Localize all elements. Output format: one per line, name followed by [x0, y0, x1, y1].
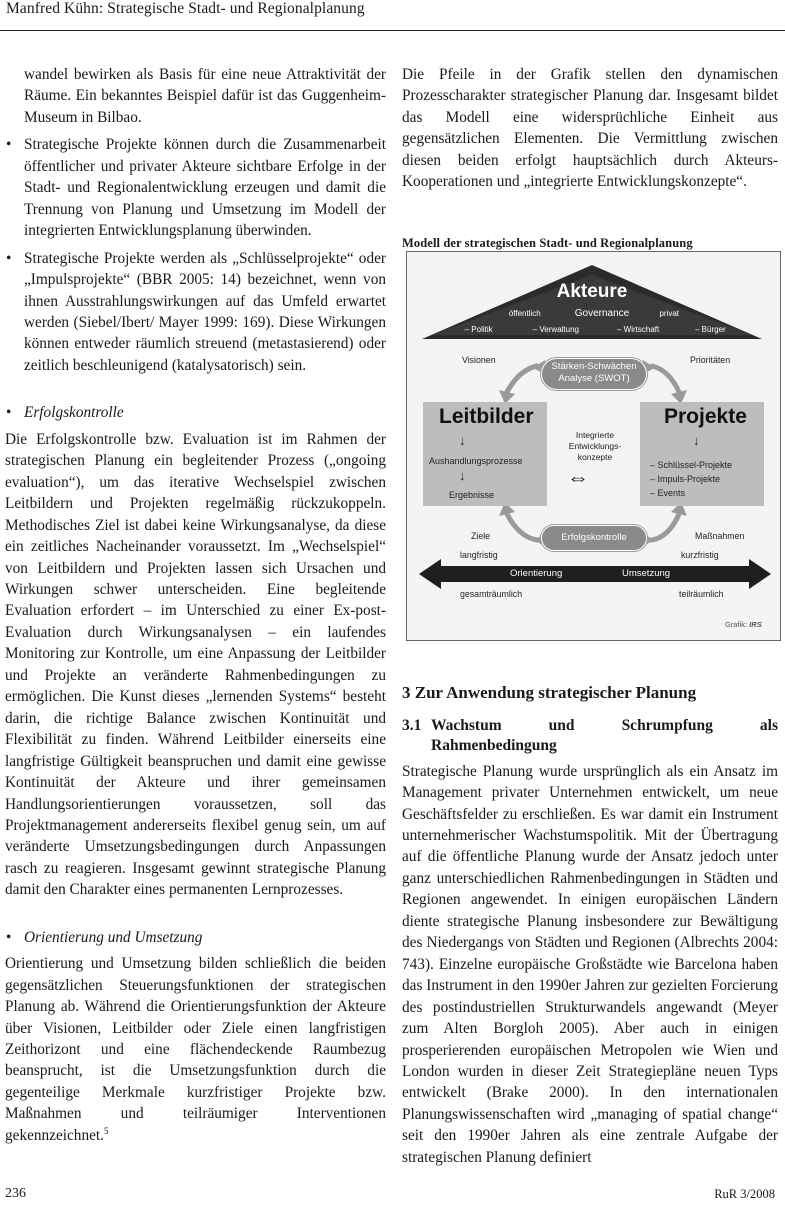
- figure-credit: [725, 620, 762, 629]
- double-arrow-icon: ⇔: [567, 465, 589, 490]
- bullet-icon: •: [6, 404, 12, 422]
- bullet-text: Strategische Projekte werden als „Schlüsselprojekte“ oder „Impulsprojekte“ (BBR 2005: 14) bezeichnet, wenn von ihnen Ausstrahlungswirkungen auf das Umfeld erwartet werden (Siebel/Ibert/ Mayer 1999: 169). Diese Wirkungen können entweder räumlich streuend (metastasierend) oder zeitlich beschleunigend (katalysatorisch) sein.: [24, 249, 386, 374]
- label-teilraeumlich: teilräumlich: [679, 589, 724, 599]
- leitbilder-title: Leitbilder: [439, 405, 534, 428]
- bullet-item: [5, 248, 386, 377]
- planning-model-figure: [406, 251, 781, 641]
- section-body-paragraph: Strategische Planung wurde ursprünglich als ein Ansatz im Management privater Unternehmen entwickelt, um neue Geschäftsfelder zu erschließen. Es war damit ein Instrument unternehmerischer Wachstumspolitik. Mit der Übertragung auf die öffentliche Planung wurde der Ansatz jedoch unter ganz unterschiedlichen Rahmenbedingungen in Städten und Regionen angewendet. In einigen europäischen Ländern diente strategische Planung insbesondere zur Bewältigung des Niedergangs von Städten und Regionen (Albrechts 2004: 743). Einzelne europäische Großstädte wie Barcelona haben das Instrument in den 1990er Jahren zur gezielten Forcierung des postindustriellen Strukturwandels angewandt (Meyer zum Alten Borgloh 2005). Aber auch in einigen prosperierenden europäischen Metropolen wie Wien und London wurden in dieser Zeit Strategiepläne neuen Typs entwickelt (Brake 2000). In den internationalen Planungswissenschaften wird „managing of spatial change“ seit den 1990er Jahren als eine zentrale Aufgabe der strategischen Planung definiert: [402, 762, 778, 1166]
- label-governance: Governance: [574, 308, 630, 319]
- label-orientierung: Orientierung: [510, 568, 563, 579]
- label-visionen: Visionen: [462, 355, 496, 365]
- figure-caption: Modell der strategischen Stadt- und Regionalplanung: [402, 235, 693, 250]
- orientierung-paragraph: [5, 953, 386, 1146]
- label-gesamtraeumlich: gesamträumlich: [460, 589, 523, 599]
- running-head: Manfred Kühn: Strategische Stadt- und Regionalplanung: [6, 0, 365, 17]
- label-umsetzung: Umsetzung: [622, 568, 671, 579]
- label-ziele: Ziele: [471, 531, 491, 541]
- label-events: – Events: [650, 488, 686, 498]
- bullet-icon: •: [6, 249, 12, 267]
- label-massnahmen: Maßnahmen: [695, 531, 745, 541]
- heading-text: Orientierung und Umsetzung: [24, 928, 203, 946]
- header-rule: [0, 30, 785, 31]
- bullet-icon: •: [6, 928, 12, 946]
- label-prioritaeten: Prioritäten: [690, 355, 731, 365]
- label-aushandlungsprozesse: Aushandlungsprozesse: [429, 456, 523, 466]
- page-number: 236: [5, 1186, 26, 1201]
- erfolgskontrolle-pill: Erfolgskontrolle: [541, 525, 647, 551]
- label-privat: privat: [659, 309, 680, 318]
- label-impulsprojekte: – Impuls-Projekte: [650, 474, 721, 484]
- erfolgskontrolle-paragraph: Die Erfolgskontrolle bzw. Evaluation ist im Rahmen der strategischen Planung ein begleitender Prozess („ongoing evaluation“), um das iterative Wechselspiel zwischen Leitbildern und Projekten regelmäßig rückzukoppeln. Methodisches Ziel ist dabei keine Wirkungsanalyse, da diese ein zeitliches Nacheinander voraussetzt. Im „Wechselspiel“ von Leitbildern und Projekten lassen sich Ursachen und Wirkungen schwer unterscheiden. Eine begleitende Evaluation erfordert – im Unterschied zu einer Ex-post-Evaluation durch Wirkungsanalysen – ein laufendes Monitoring zur Kontrolle, um eine Anpassung der Leitbilder und Projekte an veränderte Rahmenbedingungen zu ermöglichen. Die Kunst dieses „lernenden Systems“ besteht darin, die richtige Balance zwischen Kontinuität und Flexibilität zu finden. Während Leitbilder einerseits eine langfristige Gültigkeit beanspruchen und damit eine gewisse Kontinuität der Akteure und ihrer gemeinsamen Handlungsorientierungen voraussetzen, soll das Projektmanagement andererseits flexibel genug sein, um auf veränderte Umsetzungsbedingungen durch Anpassungen rasch zu reagieren. Insgesamt gewinnt strategische Planung damit den Charakter eines permanenten Lernprozesses.: [5, 430, 386, 899]
- left-column: [5, 64, 386, 1146]
- down-arrow-icon: ↓: [459, 433, 466, 448]
- label-langfristig: langfristig: [460, 550, 498, 560]
- subsection-heading: [402, 716, 778, 756]
- heading-text: Erfolgskontrolle: [24, 404, 124, 422]
- section-heading: 3 Zur Anwendung strategischer Planung: [402, 683, 697, 703]
- bullet-text: Strategische Projekte können durch die Zusammenarbeit öffentlicher und privater Akteure sichtbare Erfolge in der Stadt- und Regionalentwicklung erzeugen und damit die Trennung von Planung und Umsetzung im Modell der integrierten Entwicklungsplanung überwinden.: [24, 136, 386, 240]
- down-arrow-icon: ↓: [693, 433, 700, 448]
- right-intro-paragraph: Die Pfeile in der Grafik stellen den dynamischen Prozesscharakter strategischer Planung dar. Insgesamt bildet das Modell eine widersprüchliche Einheit aus gegensätzlichen Elementen. Die Vermittlung zwischen diesen beiden erfolgt hauptsächlich durch Akteurs-Kooperationen und „integrierte Entwicklungskonzepte“.: [402, 66, 778, 191]
- label-wirtschaft: – Wirtschaft: [616, 325, 660, 334]
- bullet-item: [5, 134, 386, 241]
- akteure-title: Akteure: [556, 281, 628, 302]
- label-buerger: – Bürger: [695, 325, 726, 334]
- label-kurzfristig: kurzfristig: [681, 550, 719, 560]
- swot-pill: Stärken-Schwächen Analyse (SWOT): [541, 358, 647, 390]
- credit-prefix: Grafik:: [725, 620, 748, 629]
- subsection-number: 3.1: [402, 716, 422, 734]
- orientierung-text: Orientierung und Umsetzung bilden schließlich die beiden gegensätzlichen Steuerungsfunktionen der strategischen Planung ab. Während die Orientierungsfunktion der Akteure über Visionen, Leitbilder oder Ziele einen langfristigen Zeithorizont und eine flächendeckende Raumbezug beansprucht, ist die Umsetzungsfunktion durch die gegenteilige Merkmale kurzfristiger Projekte bzw. Maßnahmen und teilräumiger Interventionen gekennzeichnet.: [5, 955, 386, 1144]
- subsection-title: Wachstum und Schrumpfung als Rahmenbedingung: [431, 716, 778, 754]
- label-politik: – Politik: [464, 325, 493, 334]
- label-oeffentlich: öffentlich: [508, 309, 541, 318]
- credit-org: IRS: [749, 620, 762, 629]
- label-verwaltung: – Verwaltung: [532, 325, 579, 334]
- orientierung-heading: [5, 927, 386, 948]
- footnote-ref[interactable]: 5: [103, 1125, 109, 1136]
- label-ergebnisse: Ergebnisse: [449, 490, 495, 500]
- label-integrierte-konzepte: Integrierte Entwicklungs-konzepte: [568, 430, 622, 462]
- bullet-icon: •: [6, 136, 12, 154]
- journal-issue: RuR 3/2008: [714, 1187, 775, 1201]
- down-arrow-icon: ↓: [459, 468, 466, 483]
- label-schluesselprojekte: – Schlüssel-Projekte: [650, 460, 733, 470]
- projekte-title: Projekte: [664, 405, 747, 428]
- erfolgskontrolle-heading: [5, 402, 386, 423]
- left-intro-paragraph: wandel bewirken als Basis für eine neue Attraktivität der Räume. Ein bekanntes Beispiel dafür ist das Guggenheim-Museum in Bilbao.: [24, 66, 386, 126]
- timeline-double-arrow: [419, 559, 771, 589]
